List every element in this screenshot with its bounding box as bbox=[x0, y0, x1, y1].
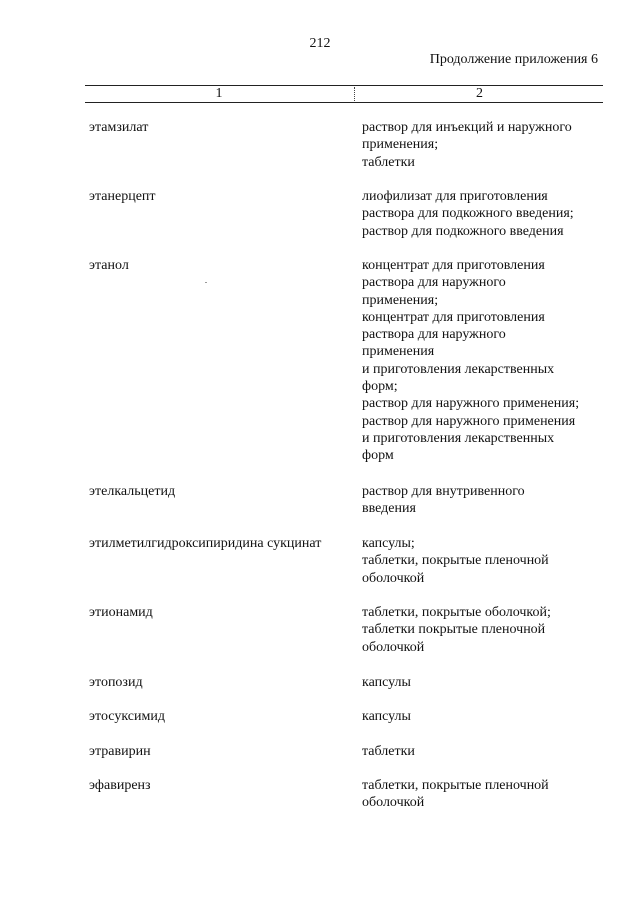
dosage-form-line: концентрат для приготовления bbox=[362, 258, 545, 273]
dosage-form-line: форм; bbox=[362, 379, 398, 395]
dosage-form-line: введения bbox=[362, 501, 416, 517]
dosage-form-line: раствор для наружного применения; bbox=[362, 396, 580, 412]
drug-name: этионамид bbox=[89, 605, 153, 620]
dosage-form-line: таблетки, покрытые пленочной bbox=[362, 778, 549, 793]
dosage-forms bbox=[362, 674, 607, 691]
dosage-form-line: таблетки bbox=[362, 744, 415, 759]
dosage-forms bbox=[362, 483, 607, 518]
column-header-1: 1 bbox=[215, 86, 223, 101]
dosage-forms bbox=[362, 604, 607, 656]
drug-name: этопозид bbox=[89, 675, 143, 690]
drug-name: этелкальцетид bbox=[89, 484, 176, 499]
table-header-rule bbox=[85, 102, 603, 103]
page-number: 212 bbox=[309, 36, 331, 51]
column-header-2: 2 bbox=[476, 86, 483, 101]
dosage-forms bbox=[362, 777, 607, 812]
drug-name: этанерцепт bbox=[89, 189, 156, 204]
dosage-form-line: капсулы bbox=[362, 709, 411, 724]
dosage-form-line: таблетки bbox=[362, 154, 415, 170]
dosage-form-line: и приготовления лекарственных bbox=[362, 361, 555, 377]
drug-name: эфавиренз bbox=[89, 778, 151, 793]
dosage-form-line: применения; bbox=[362, 137, 439, 153]
drug-name: этравирин bbox=[89, 744, 151, 759]
drug-name: этосуксимид bbox=[89, 709, 165, 724]
dosage-forms bbox=[362, 119, 607, 171]
drug-name: этамзилат bbox=[89, 120, 149, 135]
dosage-form-line: раствор для наружного применения bbox=[362, 413, 576, 429]
dosage-form-line: применения bbox=[362, 344, 435, 360]
dosage-form-line: раствор для инъекций и наружного bbox=[362, 120, 572, 135]
dosage-form-line: оболочкой bbox=[362, 570, 425, 586]
appendix-continuation-title: Продолжение приложения 6 bbox=[429, 52, 598, 67]
dosage-forms bbox=[362, 188, 607, 240]
dosage-form-line: раствора для наружного bbox=[362, 327, 506, 343]
dosage-form-line: раствор для внутривенного bbox=[362, 484, 525, 499]
dosage-form-line: таблетки покрытые пленочной bbox=[362, 622, 546, 638]
dosage-form-line: раствор для подкожного введения bbox=[362, 223, 564, 239]
drug-name: этилметилгидроксипиридина сукцинат bbox=[89, 536, 322, 551]
dosage-forms bbox=[362, 708, 607, 725]
scan-speck bbox=[205, 282, 207, 283]
dosage-form-line: и приготовления лекарственных bbox=[362, 430, 555, 446]
dosage-forms bbox=[362, 535, 607, 587]
dosage-form-line: применения; bbox=[362, 292, 439, 308]
dosage-form-line: капсулы bbox=[362, 675, 411, 690]
dosage-forms bbox=[362, 743, 607, 760]
dosage-form-line: таблетки, покрытые пленочной bbox=[362, 553, 549, 569]
dosage-form-line: раствора для наружного bbox=[362, 275, 506, 291]
drug-name: этанол bbox=[89, 258, 129, 273]
dosage-form-line: оболочкой bbox=[362, 639, 425, 655]
dosage-form-line: таблетки, покрытые оболочкой; bbox=[362, 605, 551, 620]
dosage-form-line: концентрат для приготовления bbox=[362, 309, 545, 325]
dosage-form-line: форм bbox=[362, 448, 394, 464]
column-header-separator bbox=[354, 87, 355, 103]
dosage-form-line: лиофилизат для приготовления bbox=[362, 189, 548, 204]
dosage-forms bbox=[362, 257, 607, 465]
dosage-form-line: раствора для подкожного введения; bbox=[362, 206, 574, 222]
dosage-form-line: капсулы; bbox=[362, 536, 415, 551]
dosage-form-line: оболочкой bbox=[362, 795, 425, 811]
